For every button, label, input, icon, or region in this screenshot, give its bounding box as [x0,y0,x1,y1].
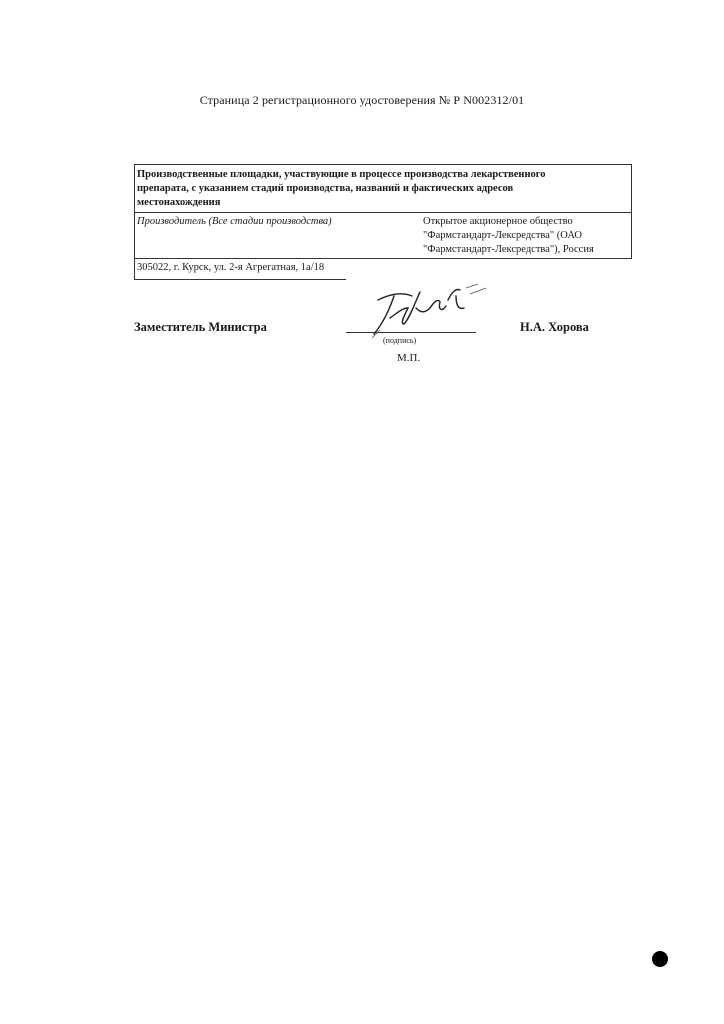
table-heading-line: местонахождения [137,197,221,208]
producer-name [423,215,628,257]
handwritten-signature [360,278,500,348]
table-row-divider [134,258,632,259]
table-border-left [134,164,135,280]
signature-caption: (подпись) [383,336,417,345]
producer-name-line: "Фармстандарт-Лексредства"), Россия [423,244,594,255]
table-row-divider [134,212,632,213]
table-heading-line: Производственные площадки, участвующие в процессе производства лекарственного [137,169,546,180]
producer-name-line: "Фармстандарт-Лексредства" (ОАО [423,230,582,241]
table-border-bottom [134,279,346,280]
page-header: Страница 2 регистрационного удостоверения № Р N002312/01 [199,93,525,107]
signatory-position: Заместитель Министра [134,320,267,334]
table-heading [137,168,629,210]
table-heading-line: препарата, с указанием стадий производства, названий и фактических адресов [137,183,514,194]
table-border-top [134,164,632,165]
table-border-right [631,164,632,258]
producer-address: 305022, г. Курск, ул. 2-я Агрегатная, 1а/18 [137,262,325,273]
production-sites-table [134,164,632,280]
page-marker-dot [652,951,668,967]
signatory-name: Н.А. Хорова [520,320,589,334]
stamp-mark: М.П. [397,352,421,364]
producer-label: Производитель (Все стадии производства) [137,216,332,227]
producer-name-line: Открытое акционерное общество [423,216,573,227]
